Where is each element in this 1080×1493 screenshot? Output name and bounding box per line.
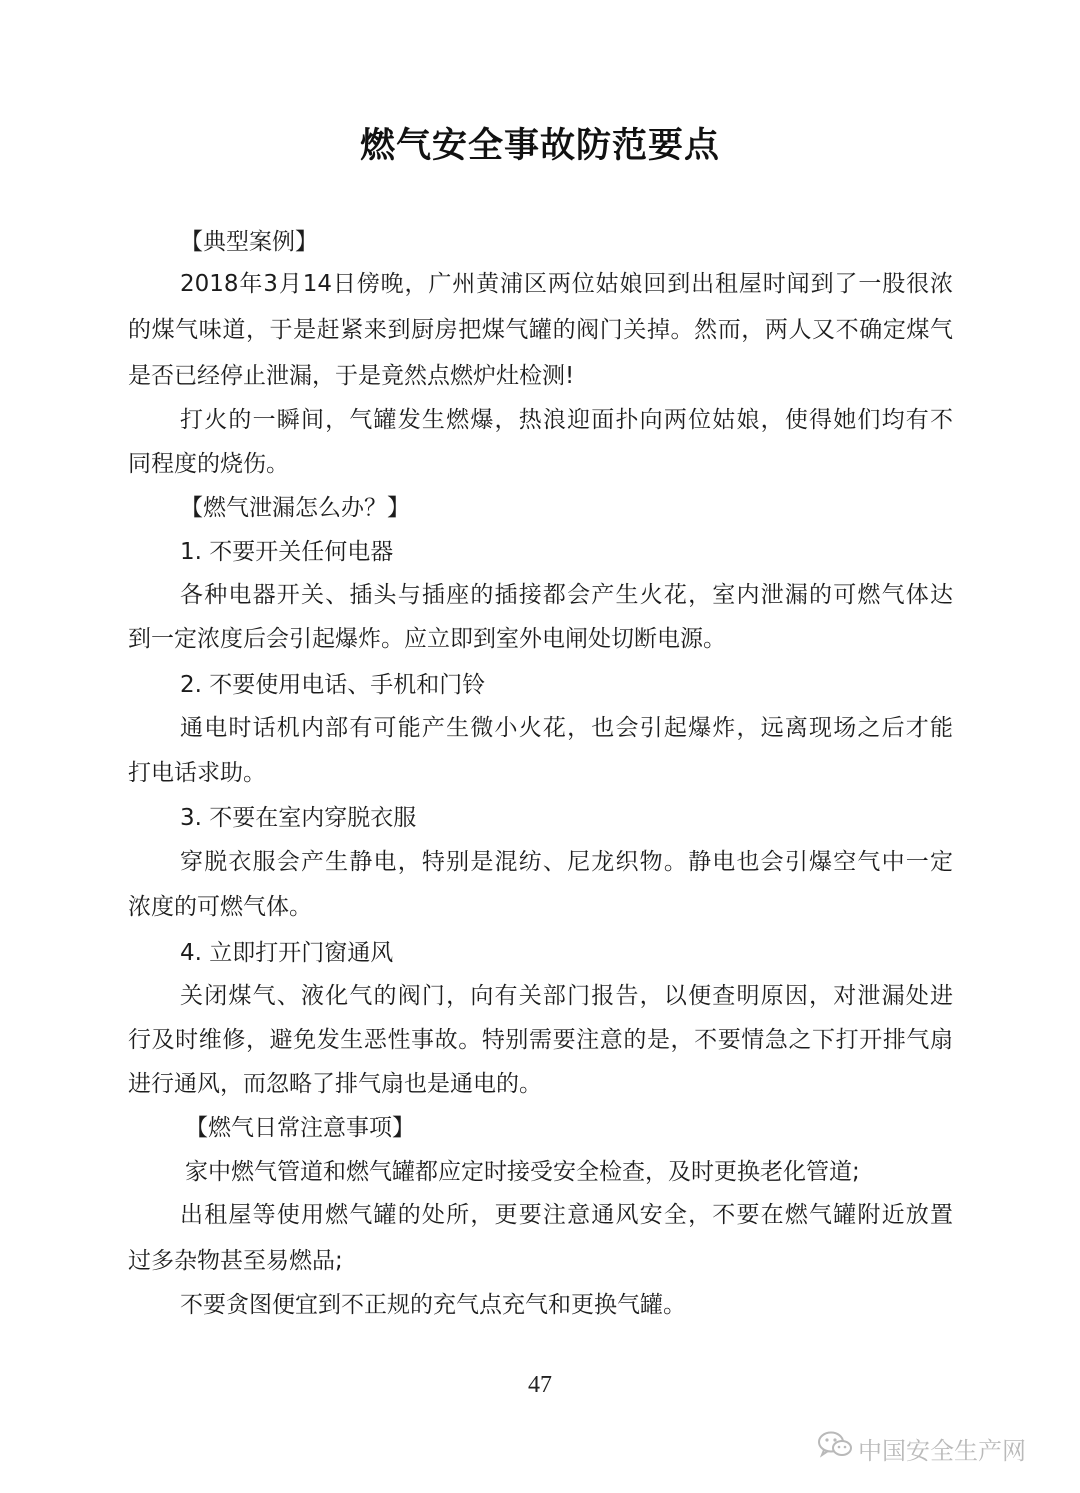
- paragraph-line: 家中燃气管道和燃气罐都应定时接受安全检查，及时更换老化管道;: [185, 1159, 860, 1185]
- paragraph-line: 不要贪图便宜到不正规的充气点充气和更换气罐。: [180, 1292, 686, 1318]
- case-heading: 【典型案例】: [180, 229, 318, 255]
- paragraph-line: 同程度的烧伤。: [128, 451, 289, 477]
- paragraph-line: 各种电器开关、插头与插座的插接都会产生火花，室内泄漏的可燃气体达: [180, 582, 953, 608]
- leak-heading: 【燃气泄漏怎么办？】: [180, 495, 410, 521]
- paragraph-line: 打电话求助。: [128, 760, 266, 786]
- daily-heading: 【燃气日常注意事项】: [185, 1115, 415, 1141]
- watermark: [818, 1430, 1058, 1466]
- page-number: 47: [528, 1372, 552, 1398]
- paragraph-line: 是否已经停止泄漏，于是竟然点燃炉灶检测!: [128, 363, 575, 389]
- paragraph-line: 浓度的可燃气体。: [128, 894, 312, 920]
- paragraph-line: 关闭煤气、液化气的阀门，向有关部门报告，以便查明原因，对泄漏处进: [180, 983, 953, 1009]
- watermark-text: 中国安全生产网: [858, 1436, 1026, 1465]
- page-title: 燃气安全事故防范要点: [359, 126, 720, 166]
- paragraph-line: 通电时话机内部有可能产生微小火花，也会引起爆炸，远离现场之后才能: [180, 715, 953, 741]
- paragraph-line: 出租屋等使用燃气罐的处所，更要注意通风安全，不要在燃气罐附近放置: [180, 1202, 953, 1228]
- paragraph-line: 的煤气味道，于是赶紧来到厨房把煤气罐的阀门关掉。然而，两人又不确定煤气: [128, 317, 953, 343]
- wechat-icon: [818, 1431, 858, 1465]
- paragraph-line: 过多杂物甚至易燃品;: [128, 1248, 343, 1274]
- item-title: 2. 不要使用电话、手机和门铃: [180, 672, 486, 698]
- item-title: 3. 不要在室内穿脱衣服: [180, 805, 417, 831]
- item-title: 1. 不要开关任何电器: [180, 539, 394, 565]
- paragraph-line: 进行通风，而忽略了排气扇也是通电的。: [128, 1071, 542, 1097]
- paragraph-line: 到一定浓度后会引起爆炸。应立即到室外电闸处切断电源。: [128, 626, 726, 652]
- paragraph-line: 穿脱衣服会产生静电，特别是混纺、尼龙织物。静电也会引爆空气中一定: [180, 849, 953, 875]
- item-title: 4. 立即打开门窗通风: [180, 940, 394, 966]
- paragraph-line: 行及时维修，避免发生恶性事故。特别需要注意的是，不要情急之下打开排气扇: [128, 1027, 953, 1053]
- paragraph-line: 打火的一瞬间，气罐发生燃爆，热浪迎面扑向两位姑娘，使得她们均有不: [180, 407, 953, 433]
- paragraph-line: 2018年3月14日傍晚，广州黄浦区两位姑娘回到出租屋时闻到了一股很浓: [180, 271, 953, 297]
